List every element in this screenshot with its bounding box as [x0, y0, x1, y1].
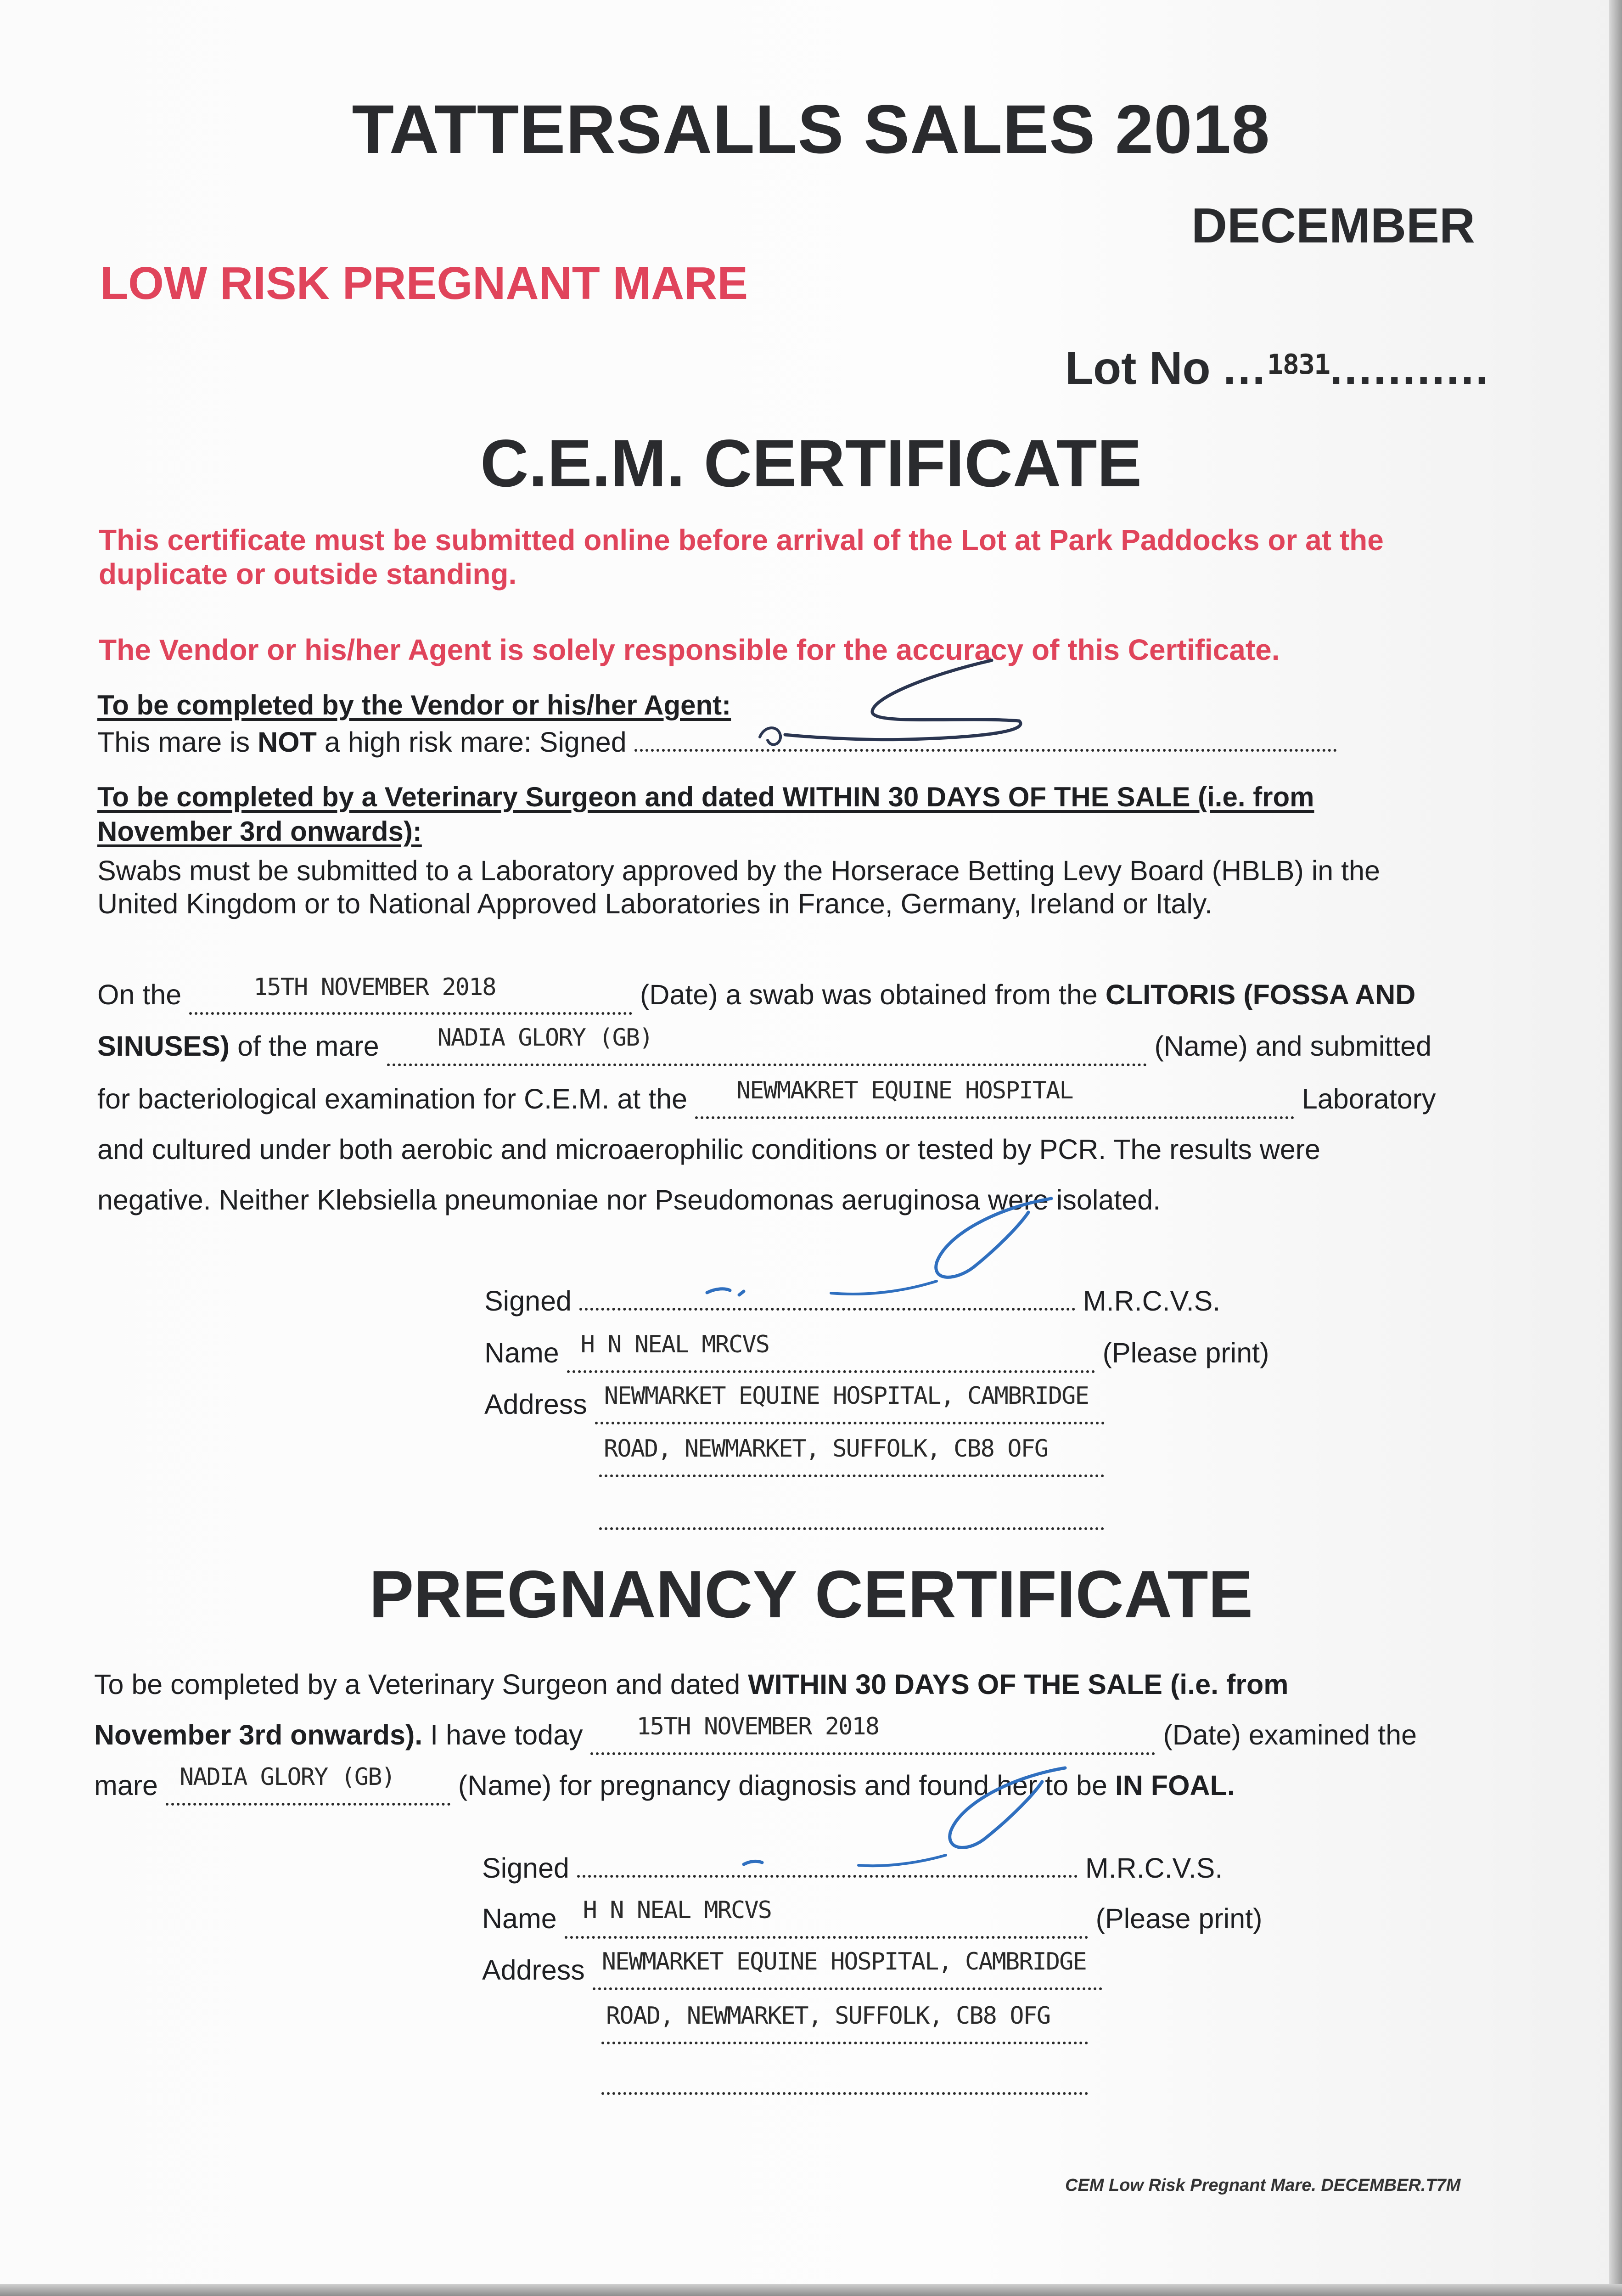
- pregnancy-address-row: Address NEWMARKET EQUINE HOSPITAL, CAMBRIDGE: [482, 1953, 1102, 1990]
- cem-line-3: for bacteriological examination for C.E.M. at the NEWMAKRET EQUINE HOSPITAL Laboratory: [97, 1081, 1436, 1119]
- vet-section-heading: To be completed by a Veterinary Surgeon and dated WITHIN 30 DAYS OF THE SALE (i.e. from November 3rd onwards):: [97, 782, 1314, 847]
- exam-date-value: 15TH NOVEMBER 2018: [636, 1713, 879, 1740]
- risk-label: LOW RISK PREGNANT MARE: [100, 258, 748, 309]
- cem-address-row-3: [599, 1492, 1104, 1530]
- pregnancy-line-2: November 3rd onwards). I have today 15TH NOVEMBER 2018 (Date) examined the: [94, 1717, 1417, 1755]
- cem-address-row: Address NEWMARKET EQUINE HOSPITAL, CAMBRIDGE: [484, 1387, 1105, 1424]
- mare-name-value: NADIA GLORY (GB): [437, 1024, 653, 1052]
- cem-address-row-2: [599, 1435, 1104, 1477]
- lot-number-field: Lot No ...$^{1831}$...........: [1065, 343, 1490, 394]
- scan-edge-right: [1609, 0, 1622, 2296]
- pregnancy-address-line2-value: ROAD, NEWMARKET, SUFFOLK, CB8 OFG: [606, 2002, 1050, 2030]
- cem-address-line2-value: ROAD, NEWMARKET, SUFFOLK, CB8 OFG: [604, 1435, 1048, 1463]
- cem-line-2: SINUSES) of the mare NADIA GLORY (GB) (Name) and submitted: [97, 1029, 1431, 1066]
- pregnancy-certificate-title: PREGNANCY CERTIFICATE: [369, 1557, 1253, 1632]
- pregnancy-line-3: mare NADIA GLORY (GB) (Name) for pregnancy diagnosis and found her to be IN FOAL.: [94, 1768, 1235, 1806]
- pregnancy-vet-signature: [730, 1759, 1079, 1878]
- cem-vet-signature: [698, 1189, 1065, 1309]
- lot-number-value: 1831: [1267, 349, 1330, 381]
- pregnancy-mare-name-value: NADIA GLORY (GB): [179, 1763, 395, 1791]
- form-code: CEM Low Risk Pregnant Mare. DECEMBER.T7M: [1065, 2176, 1461, 2195]
- swab-requirements: Swabs must be submitted to a Laboratory approved by the Horserace Betting Levy Board (HBLB) in the United Kingdom or to National Approved Laboratories in France, Germany, Ireland or Italy.: [97, 855, 1380, 920]
- pregnancy-signed-row: Signed M.R.C.V.S.: [482, 1852, 1223, 1884]
- vendor-signature: [735, 657, 1056, 767]
- cem-name-row: Name H N NEAL MRCVS (Please print): [484, 1335, 1269, 1373]
- pregnancy-address-row-3: [601, 2057, 1088, 2095]
- cem-address-line1-value: NEWMARKET EQUINE HOSPITAL, CAMBRIDGE: [604, 1382, 1089, 1410]
- swab-date-value: 15TH NOVEMBER 2018: [253, 974, 496, 1001]
- vendor-responsibility-notice: The Vendor or his/her Agent is solely responsible for the accuracy of this Certificate.: [99, 633, 1280, 666]
- cem-vet-name-value: H N NEAL MRCVS: [580, 1331, 769, 1358]
- pregnancy-vet-name-value: H N NEAL MRCVS: [583, 1896, 771, 1924]
- vendor-section-heading: To be completed by the Vendor or his/her Agent:: [97, 690, 731, 720]
- pregnancy-line-1: To be completed by a Veterinary Surgeon and dated WITHIN 30 DAYS OF THE SALE (i.e. from: [94, 1669, 1289, 1700]
- pregnancy-address-line1-value: NEWMARKET EQUINE HOSPITAL, CAMBRIDGE: [601, 1948, 1086, 1975]
- cem-signed-row: Signed M.R.C.V.S.: [484, 1285, 1221, 1317]
- submission-notice: This certificate must be submitted online before arrival of the Lot at Park Paddocks or at the duplicate or outside standing.: [99, 523, 1384, 591]
- lot-label: Lot No: [1065, 343, 1211, 394]
- pregnancy-address-row-2: [601, 2002, 1088, 2044]
- laboratory-value: NEWMAKRET EQUINE HOSPITAL: [736, 1077, 1073, 1104]
- scan-edge-bottom: [0, 2284, 1622, 2296]
- cem-line-1: On the 15TH NOVEMBER 2018 (Date) a swab was obtained from the CLITORIS (FOSSA AND: [97, 977, 1415, 1015]
- sale-month: DECEMBER: [1191, 197, 1476, 253]
- cem-line-5: negative. Neither Klebsiella pneumoniae nor Pseudomonas aeruginosa were isolated.: [97, 1184, 1161, 1216]
- vendor-statement: This mare is NOT a high risk mare: Signed: [97, 725, 1337, 760]
- cem-line-4: and cultured under both aerobic and microaerophilic conditions or tested by PCR. The results were: [97, 1134, 1320, 1165]
- cem-certificate-title: C.E.M. CERTIFICATE: [480, 426, 1142, 501]
- pregnancy-name-row: Name H N NEAL MRCVS (Please print): [482, 1901, 1262, 1939]
- document-title: TATTERSALLS SALES 2018: [352, 90, 1270, 168]
